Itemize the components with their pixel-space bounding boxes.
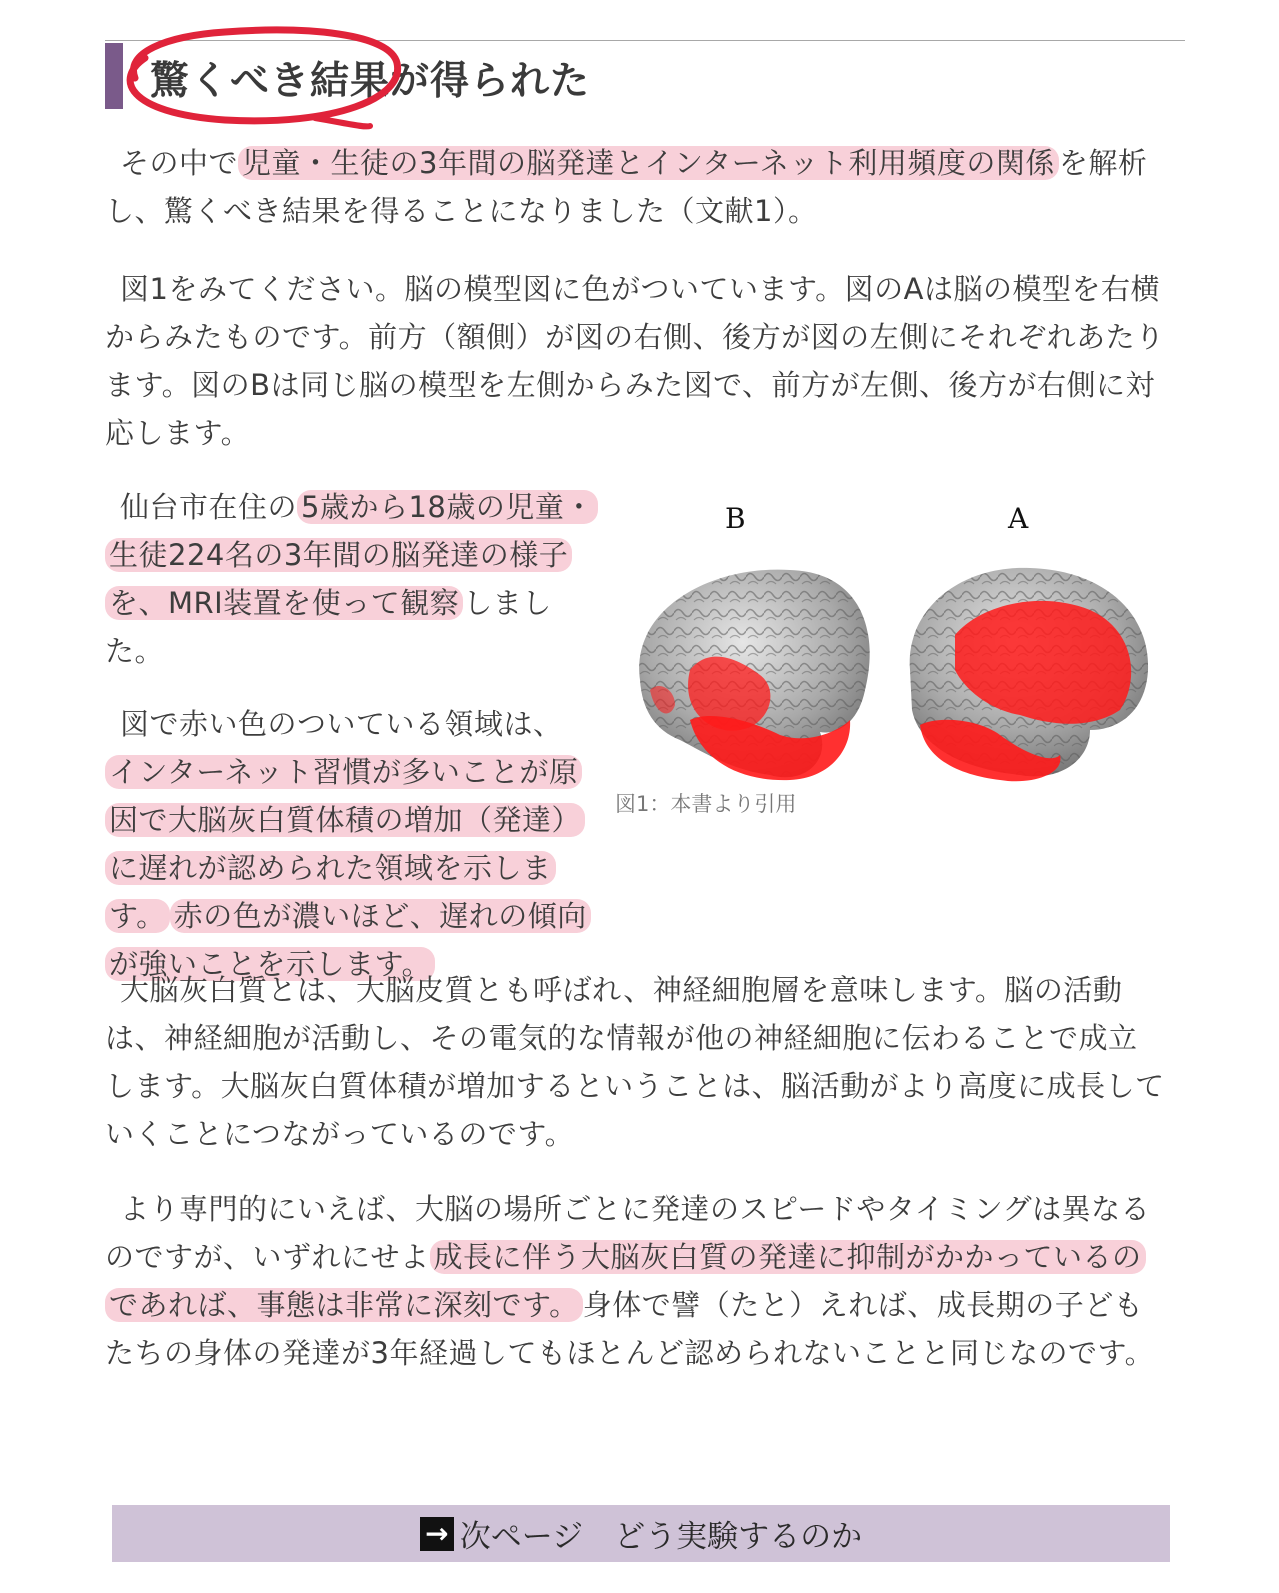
arrow-right-icon: → (420, 1517, 454, 1551)
paragraph-2: 図1をみてください。脳の模型図に色がついています。図のAは脳の模型を右横からみたものです。前方（額側）が図の右側、後方が図の左側にそれぞれあたります。図のBは同じ脳の模型を左側からみた図で、前方が左側、後方が右側に対応します。 (105, 272, 1165, 450)
paragraph-4 (105, 700, 595, 988)
paragraph-1 (105, 139, 1165, 235)
next-page-label: 次ページ どう実験するのか (459, 1519, 863, 1555)
red-marker-circle (105, 18, 435, 140)
brain-a (910, 568, 1148, 781)
p3-text-post: しました。 (105, 586, 552, 668)
p6-text-post: 身体で譬（たと）えれば、成長期の子どもたちの身体の発達が3年経過してもほとんど認められないことと同じなのです。 (105, 1288, 1155, 1370)
p3-highlight: 5歳から18歳の児童・生徒224名の3年間の脳発達の様子を、MRI装置を使って観察 (105, 490, 598, 620)
figure-caption: 図1：本書より引用 (615, 792, 797, 816)
paragraph-6 (105, 1185, 1165, 1377)
p4-highlight-1: インターネット習慣が多いことが原因で大脳灰白質体積の増加（発達）に遅れが認められた領域を示します。 (105, 755, 585, 933)
section-heading: 驚くべき結果が得られた (150, 59, 591, 104)
figure-label-b: B (725, 502, 746, 535)
p6-highlight: 成長に伴う大脳灰白質の発達に抑制がかかっているのであれば、事態は非常に深刻です。 (105, 1240, 1146, 1322)
paragraph-5: 大脳灰白質とは、大脳皮質とも呼ばれ、神経細胞層を意味します。脳の活動は、神経細胞が活動し、その電気的な情報が他の神経細胞に伝わることで成立します。大脳灰白質体積が増加するということは、脳活動がより高度に成長していくことにつながっているのです。 (105, 973, 1165, 1151)
p1-highlight: 児童・生徒の3年間の脳発達とインターネット利用頻度の関係 (238, 146, 1059, 180)
p4-text-pre: 図で赤い色のついている領域は、 (120, 707, 563, 741)
brain-b (639, 570, 870, 781)
brain-illustration (620, 550, 1180, 820)
figure-label-a: A (1008, 502, 1029, 535)
brain-figure (620, 500, 1180, 820)
p1-text-pre: その中で (120, 146, 239, 180)
p3-text-pre: 仙台市在住の (120, 490, 298, 524)
p1-text-post: を解析し、驚くべき結果を得ることになりました（文献1）。 (105, 146, 1148, 228)
next-page-link[interactable] (112, 1505, 1170, 1562)
paragraph-3 (105, 483, 595, 675)
p6-text-pre: より専門的にいえば、大脳の場所ごとに発達のスピードやタイミングは異なるのですが、いずれにせよ (105, 1192, 1151, 1274)
p4-highlight-2: 赤の色が濃いほど、遅れの傾向が強いことを示します。 (105, 899, 591, 981)
